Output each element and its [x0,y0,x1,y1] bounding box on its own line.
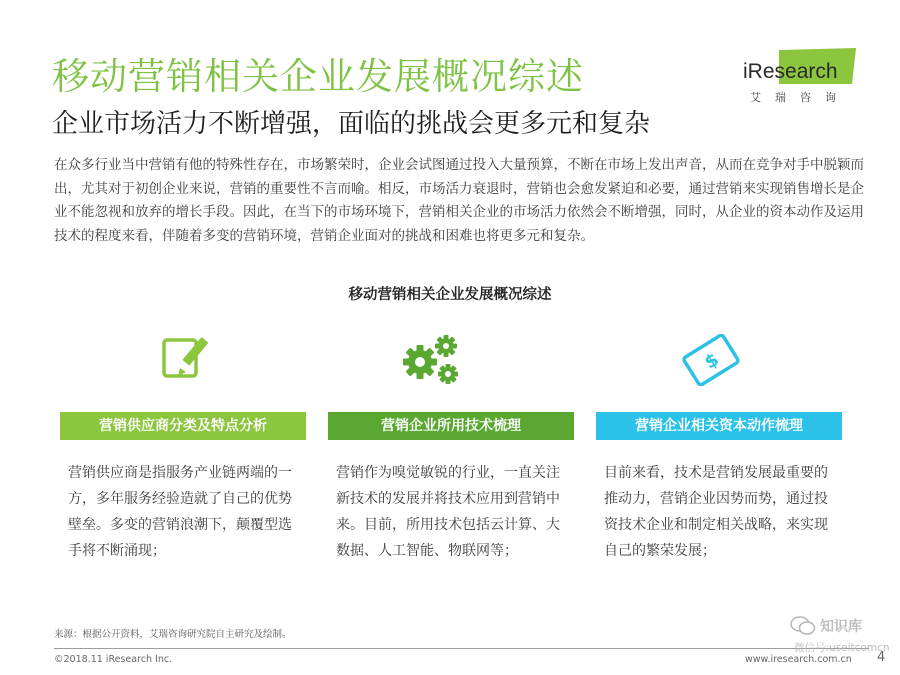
intro-paragraph: 在众多行业当中营销有他的特殊性存在，市场繁荣时，企业会试图通过投入大量预算，不断在市场上发出声音，从而在竞争对手中脱颖而出，尤其对于初创企业来说，营销的重要性不言而喻。相反，市场活力衰退时，营销也会愈发紧迫和必要，通过营销来实现销售增长是企业不能忽视和放弃的增长手段。因此，在当下的市场环境下，营销相关企业的市场活力依然会不断增强，同时，从企业的资本动作及运用技术的程度来看，伴随着多变的营销环境，营销企业面对的挑战和困难也将更多元和复杂。 [54,157,864,244]
wechat-icon [790,616,816,636]
column-text-technology: 营销作为嗅觉敏锐的行业，一直关注新技术的发展并将技术应用到营销中来。目前，所用技术包括云计算、大数据、人工智能、物联网等； [336,465,560,559]
watermark-name: 知识库 [820,619,862,635]
svg-text:$: $ [700,349,723,374]
copyright-text: ©2018.11 iResearch Inc. [54,654,173,665]
watermark-id: 微信号:useitcomcn [794,642,890,654]
logo-chinese-text: 艾瑞咨询 [750,91,850,104]
column-heading-suppliers: 营销供应商分类及特点分析 [60,412,306,440]
source-note: 来源：根据公开资料，艾瑞咨询研究院自主研究及绘制。 [54,629,292,640]
column-text-capital: 目前来看，技术是营销发展最重要的推动力，营销企业因势而势，通过投资技术企业和制定相关战略，来实现自己的繁荣发展； [604,465,828,559]
section-title: 移动营销相关企业发展概况综述 [348,287,552,303]
money-bill-icon [682,334,740,386]
footer-divider [54,648,869,649]
column-heading-technology: 营销企业所用技术梳理 [328,412,574,440]
edit-icon [158,332,214,382]
page-title: 移动营销相关企业发展概况综述 [52,55,584,98]
column-text-suppliers: 营销供应商是指服务产业链两端的一方，多年服务经验造就了自己的优势壁垒。多变的营销浪潮下，颠覆型选手将不断涌现； [68,465,292,559]
page-number: 4 [877,650,886,665]
watermark [790,612,895,660]
column-heading-capital: 营销企业相关资本动作梳理 [596,412,842,440]
page-subtitle: 企业市场活力不断增强，面临的挑战会更多元和复杂 [52,109,651,139]
logo-brand-text: iResearch [743,60,838,83]
website-url: www.iresearch.com.cn [745,654,852,665]
gears-icon [400,332,464,388]
